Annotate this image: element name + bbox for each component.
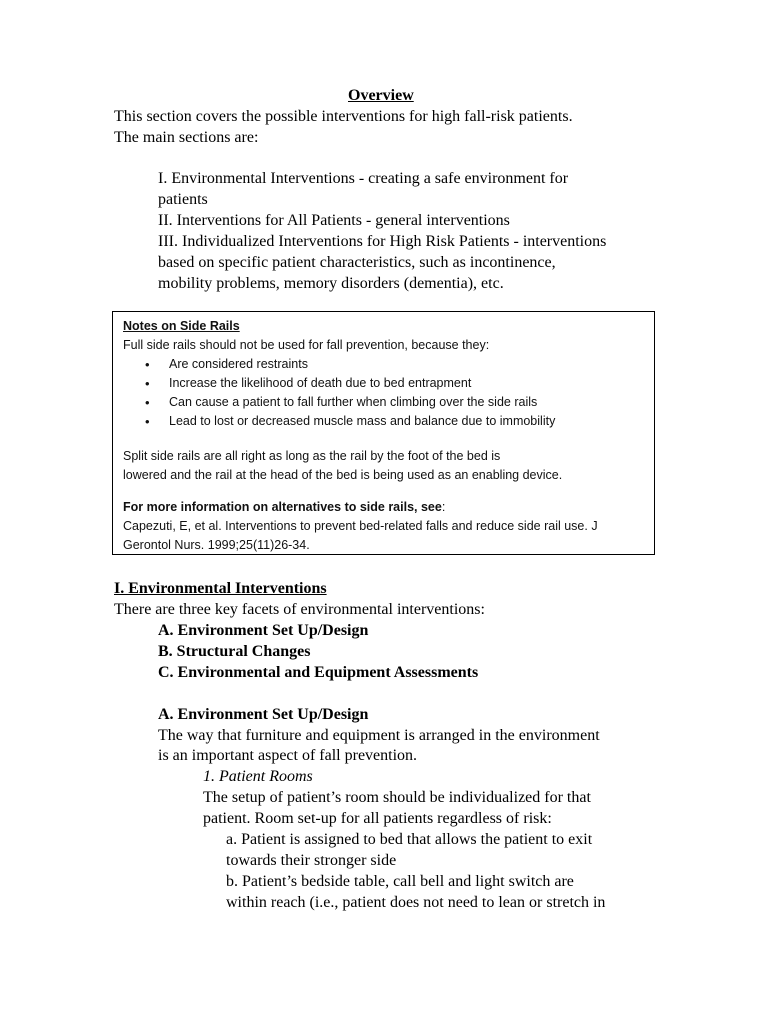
item-a-line-2: towards their stronger side <box>226 852 397 869</box>
bullet-icon: • <box>145 395 150 410</box>
item-b-line-2: within reach (i.e., patient does not need to lean or stretch in <box>226 894 606 911</box>
patient-rooms-line-2: patient. Room set-up for all patients regardless of risk: <box>203 810 552 827</box>
subsection-a-line-2: is an important aspect of fall prevention. <box>158 747 418 764</box>
facet-b: B. Structural Changes <box>158 643 311 660</box>
section-iii-line-3: mobility problems, memory disorders (dementia), etc. <box>158 275 504 292</box>
list-item: • Can cause a patient to fall further when climbing over the side rails <box>145 395 538 410</box>
subsection-a-line-1: The way that furniture and equipment is arranged in the environment <box>158 727 600 744</box>
citation-line-2: Gerontol Nurs. 1999;25(11)26-34. <box>123 538 310 552</box>
bullet-icon: • <box>145 357 150 372</box>
item-b-line-1: b. Patient’s bedside table, call bell and light switch are <box>226 873 574 890</box>
list-item: • Increase the likelihood of death due to bed entrapment <box>145 376 472 391</box>
more-info-line <box>123 498 648 517</box>
bullet-icon: • <box>145 376 150 391</box>
list-item: • Are considered restraints <box>145 357 308 372</box>
split-rails-line-1: Split side rails are all right as long as the rail by the foot of the bed is <box>123 449 501 463</box>
bullet-icon: • <box>145 414 150 429</box>
split-rails-line-2: lowered and the rail at the head of the bed is being used as an enabling device. <box>123 468 563 482</box>
more-info-title: For more information on alternatives to side rails, see <box>123 500 442 514</box>
side-rails-notes-box <box>112 311 655 555</box>
section-iii-line-1: III. Individualized Interventions for High Risk Patients - interventions <box>158 233 607 250</box>
section-i-line-1: I. Environmental Interventions - creating a safe environment for <box>158 170 569 187</box>
overview-heading: Overview <box>348 87 414 104</box>
patient-rooms-line-1: The setup of patient’s room should be individualized for that <box>203 789 591 806</box>
subsection-a-heading: A. Environment Set Up/Design <box>158 706 369 723</box>
facet-a: A. Environment Set Up/Design <box>158 622 369 639</box>
environmental-intro: There are three key facets of environmental interventions: <box>114 601 485 618</box>
section-iii-line-2: based on specific patient characteristics, such as incontinence, <box>158 254 556 271</box>
facet-c: C. Environmental and Equipment Assessments <box>158 664 479 681</box>
side-rails-bullet-list <box>123 355 648 431</box>
section-i-line-2: patients <box>158 191 208 208</box>
list-item: • Lead to lost or decreased muscle mass and balance due to immobility <box>145 414 556 429</box>
citation-line-1: Capezuti, E, et al. Interventions to prevent bed-related falls and reduce side rail use. J <box>123 519 598 533</box>
side-rails-intro: Full side rails should not be used for fall prevention, because they: <box>123 338 490 352</box>
overview-line-1: This section covers the possible interventions for high fall-risk patients. <box>114 108 573 125</box>
item-a-line-1: a. Patient is assigned to bed that allows the patient to exit <box>226 831 593 848</box>
more-info-colon: : <box>441 500 446 514</box>
section-ii-line-1: II. Interventions for All Patients - general interventions <box>158 212 510 229</box>
patient-rooms-heading: 1. Patient Rooms <box>203 768 313 785</box>
overview-line-2: The main sections are: <box>114 129 259 146</box>
side-rails-title: Notes on Side Rails <box>123 319 240 333</box>
environmental-heading: I. Environmental Interventions <box>114 580 327 597</box>
